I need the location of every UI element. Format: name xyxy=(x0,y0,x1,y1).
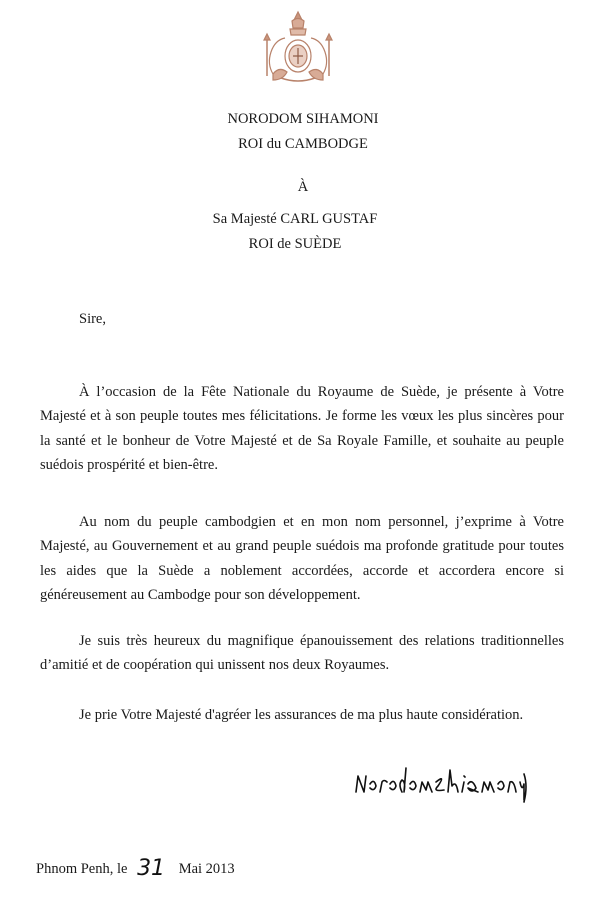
body-paragraph: À l’occasion de la Fête Nationale du Royaume de Suède, je présente à Votre Majesté et à son peuple toutes mes félicitations. Je forme les vœux les plus sincères pour la santé et le bonheur de Votre Majesté et de Sa Royale Famille, et souhaite au peuple suédois prospérité et bien-être. xyxy=(40,384,564,473)
royal-arms-of-cambodia-icon xyxy=(259,10,337,84)
place-label: Phnom Penh, le xyxy=(36,861,128,877)
salutation: Sire, xyxy=(79,311,106,327)
handwritten-signature xyxy=(352,762,532,804)
body-paragraph: Au nom du peuple cambodgien et en mon nom personnel, j’exprime à Votre Majesté, au Gouvernement et au grand peuple suédois ma profonde gratitude pour toutes les aides que la Suède a noblement accordées, accorde et accordera encore si généreusement au Cambodge pour son développement. xyxy=(40,514,564,603)
recipient-title: ROI de SUÈDE xyxy=(248,236,342,252)
handwritten-day: 31 xyxy=(137,856,166,881)
sender-title: ROI du CAMBODGE xyxy=(238,136,368,152)
closing-paragraph: Je prie Votre Majesté d'agréer les assurances de ma plus haute considération. xyxy=(79,707,524,723)
body-paragraph: Je suis très heureux du magnifique épanouissement des relations traditionnelles d’amitié et de coopération qui unissent nos deux Royaumes. xyxy=(40,633,564,674)
recipient-name: Sa Majesté CARL GUSTAF xyxy=(212,211,378,227)
place-and-date xyxy=(36,854,235,879)
month-year: Mai 2013 xyxy=(178,861,235,877)
address-to: À xyxy=(297,179,309,195)
sender-name: NORODOM SIHAMONI xyxy=(227,111,379,127)
